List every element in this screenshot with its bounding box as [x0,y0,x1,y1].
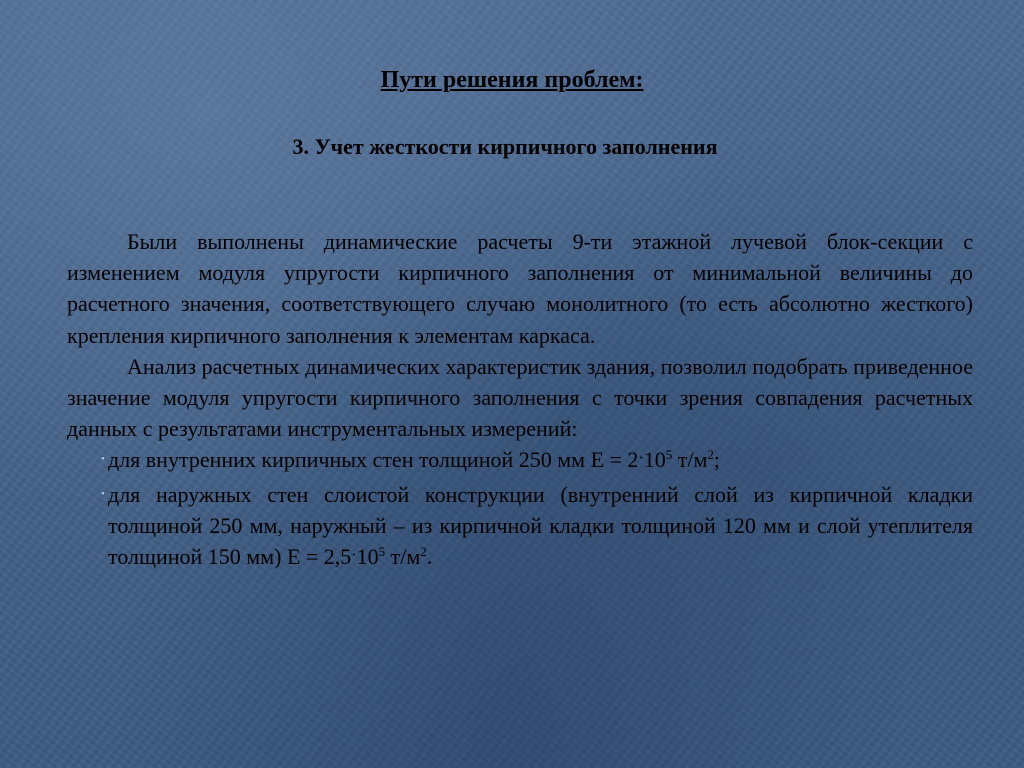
power-base: 10 [643,447,666,473]
bullet-tail: . [426,544,433,570]
paragraph-calculations: Были выполнены динамические расчеты 9-ти этажной лучевой блок-секции с изменением модуля упругости кирпичного заполнения от минимальной величины до расчетного значения, соответствующего случаю монолитного (то есть абсолютно жесткого) крепления кирпичного заполнения к элементам каркаса. [67,229,973,348]
bullet-item-outer-walls [67,479,973,576]
power-base: 10 [356,544,379,570]
bullet-text: для внутренних кирпичных стен толщиной 250 мм Е = 2 [108,447,639,473]
slide-subtitle: 3. Учет жесткости кирпичного заполнения [292,134,718,159]
unit-text: т/м [672,447,708,473]
slide-body [67,226,973,575]
bullet-text: для наружных стен слоистой конструкции (внутренний слой из кирпичной кладки толщиной 250 мм, наружный – из кирпичной кладки толщиной 120 мм и слой утеплителя толщиной 150 мм) Е = 2,5 [108,481,973,570]
bullet-tail: ; [713,447,721,473]
unit-exponent: 2 [420,544,427,560]
bullet-icon: • [101,487,105,500]
multiply-dot: · [351,547,357,565]
multiply-dot: · [638,450,644,468]
bullet-item-inner-walls [67,444,973,478]
power-exponent: 5 [378,544,386,560]
power-exponent: 5 [665,447,673,463]
slide-title: Пути решения проблем: [380,67,644,93]
unit-text: т/м [385,544,421,570]
unit-exponent: 2 [707,447,714,463]
bullet-icon: • [101,453,105,466]
bullet-list [67,444,973,575]
paragraph-analysis: Анализ расчетных динамических характеристик здания, позволил подобрать приведенное значение модуля упругости кирпичного заполнения с точки зрения совпадения расчетных данных с результатами инструментальных измерений: [67,353,973,442]
